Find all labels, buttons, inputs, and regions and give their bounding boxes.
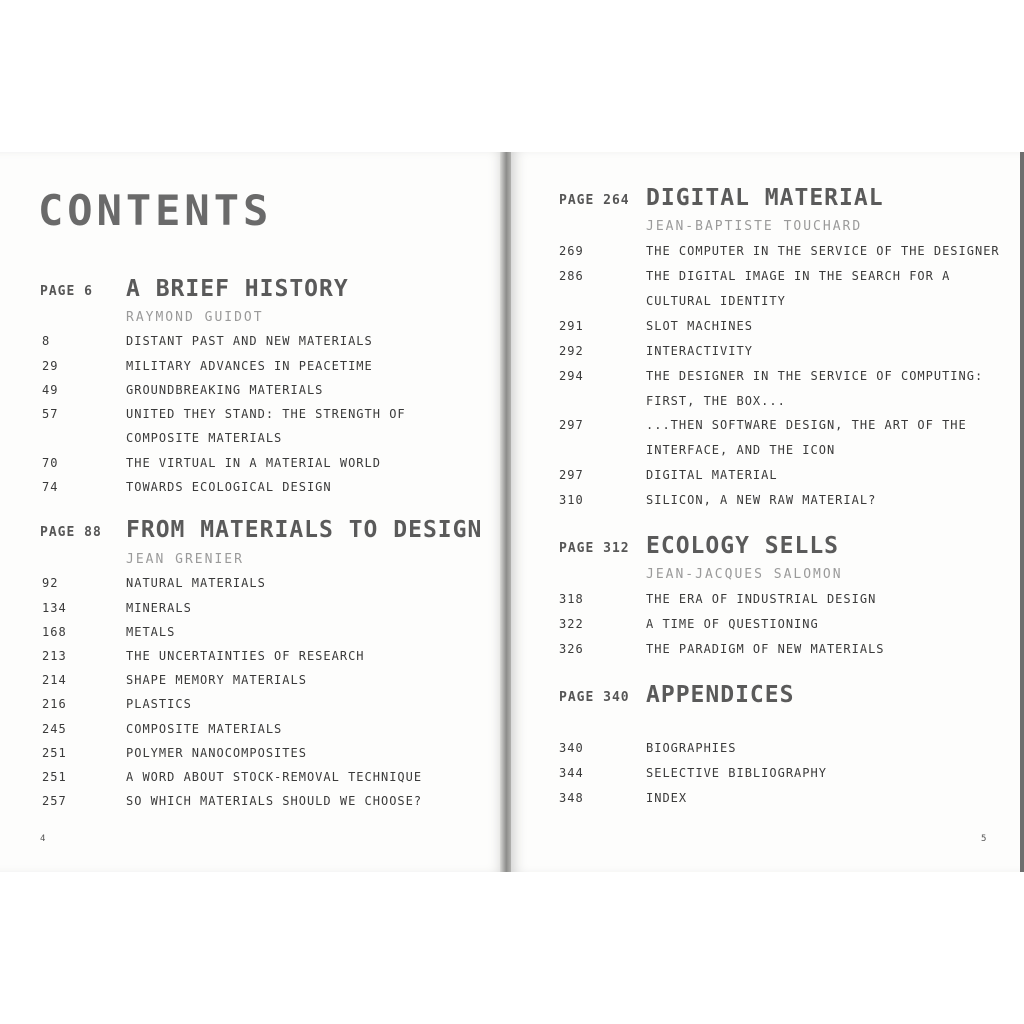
right-page: [511, 152, 1024, 872]
section-heading: FROM MATERIALS TO DESIGN: [126, 517, 483, 543]
toc-entry-page: 29: [42, 359, 59, 373]
toc-entry-title: A WORD ABOUT STOCK-REMOVAL TECHNIQUE: [126, 770, 423, 784]
toc-entry-title: FIRST, THE BOX...: [646, 394, 786, 408]
toc-entry-title: CULTURAL IDENTITY: [646, 294, 786, 308]
toc-entry-title: SLOT MACHINES: [646, 319, 753, 333]
section-author: RAYMOND GUIDOT: [126, 310, 264, 325]
section-page-label: PAGE 88: [40, 525, 102, 540]
toc-entry-title: INDEX: [646, 791, 688, 805]
section-author: JEAN-BAPTISTE TOUCHARD: [646, 219, 863, 234]
toc-entry-title: MILITARY ADVANCES IN PEACETIME: [126, 359, 373, 373]
section-page-label: PAGE 264: [559, 193, 630, 208]
toc-entry-title: TOWARDS ECOLOGICAL DESIGN: [126, 480, 332, 494]
toc-entry-page: 257: [42, 794, 67, 808]
toc-entry-title: DISTANT PAST AND NEW MATERIALS: [126, 334, 373, 348]
toc-entry-page: 344: [559, 766, 584, 780]
toc-entry-page: 269: [559, 244, 584, 258]
toc-entry-title: POLYMER NANOCOMPOSITES: [126, 746, 307, 760]
toc-entry-page: 214: [42, 673, 67, 687]
book-spread: [0, 152, 1024, 872]
toc-entry-page: 292: [559, 344, 584, 358]
toc-entry-title: UNITED THEY STAND: THE STRENGTH OF: [126, 407, 406, 421]
left-page: [0, 152, 505, 872]
toc-entry-title: THE COMPUTER IN THE SERVICE OF THE DESIGNER: [646, 244, 1000, 258]
toc-entry-page: 74: [42, 480, 59, 494]
toc-entry-page: 8: [42, 334, 51, 348]
toc-entry-page: 168: [42, 625, 67, 639]
toc-entry-page: 322: [559, 617, 584, 631]
toc-entry-title: MINERALS: [126, 601, 192, 615]
toc-entry-title: COMPOSITE MATERIALS: [126, 431, 283, 445]
toc-entry-page: 134: [42, 601, 67, 615]
section-heading: APPENDICES: [646, 682, 795, 708]
toc-entry-page: 92: [42, 576, 59, 590]
toc-entry-title: A TIME OF QUESTIONING: [646, 617, 819, 631]
toc-entry-title: THE DIGITAL IMAGE IN THE SEARCH FOR A: [646, 269, 951, 283]
toc-entry-title: DIGITAL MATERIAL: [646, 468, 778, 482]
section-heading: DIGITAL MATERIAL: [646, 185, 884, 211]
toc-entry-page: 318: [559, 592, 584, 606]
toc-entry-page: 310: [559, 493, 584, 507]
toc-entry-title: THE UNCERTAINTIES OF RESEARCH: [126, 649, 365, 663]
toc-entry-title: BIOGRAPHIES: [646, 741, 737, 755]
toc-entry-page: 297: [559, 468, 584, 482]
section-page-label: PAGE 340: [559, 690, 630, 705]
toc-entry-title: THE PARADIGM OF NEW MATERIALS: [646, 642, 885, 656]
toc-entry-page: 57: [42, 407, 59, 421]
page-title: CONTENTS: [38, 186, 273, 235]
toc-entry-page: 326: [559, 642, 584, 656]
toc-entry-title: SO WHICH MATERIALS SHOULD WE CHOOSE?: [126, 794, 423, 808]
toc-entry-title: NATURAL MATERIALS: [126, 576, 266, 590]
section-heading: ECOLOGY SELLS: [646, 533, 840, 559]
toc-entry-page: 49: [42, 383, 59, 397]
toc-entry-page: 213: [42, 649, 67, 663]
section-author: JEAN-JACQUES SALOMON: [646, 567, 843, 582]
section-page-label: PAGE 6: [40, 284, 93, 299]
page-number-left: 4: [40, 834, 46, 844]
toc-entry-page: 297: [559, 418, 584, 432]
toc-entry-page: 348: [559, 791, 584, 805]
toc-entry-page: 216: [42, 697, 67, 711]
toc-entry-title: THE VIRTUAL IN A MATERIAL WORLD: [126, 456, 381, 470]
toc-entry-title: COMPOSITE MATERIALS: [126, 722, 283, 736]
toc-entry-title: THE DESIGNER IN THE SERVICE OF COMPUTING:: [646, 369, 984, 383]
toc-entry-title: GROUNDBREAKING MATERIALS: [126, 383, 324, 397]
toc-entry-title: INTERFACE, AND THE ICON: [646, 443, 836, 457]
toc-entry-page: 251: [42, 770, 67, 784]
toc-entry-title: METALS: [126, 625, 176, 639]
toc-entry-page: 340: [559, 741, 584, 755]
toc-entry-page: 251: [42, 746, 67, 760]
toc-entry-title: SHAPE MEMORY MATERIALS: [126, 673, 307, 687]
toc-entry-title: PLASTICS: [126, 697, 192, 711]
toc-entry-title: INTERACTIVITY: [646, 344, 753, 358]
toc-entry-title: ...THEN SOFTWARE DESIGN, THE ART OF THE: [646, 418, 967, 432]
section-page-label: PAGE 312: [559, 541, 630, 556]
toc-entry-page: 294: [559, 369, 584, 383]
toc-entry-page: 286: [559, 269, 584, 283]
toc-entry-page: 245: [42, 722, 67, 736]
toc-entry-page: 70: [42, 456, 59, 470]
section-heading: A BRIEF HISTORY: [126, 276, 349, 302]
toc-entry-title: THE ERA OF INDUSTRIAL DESIGN: [646, 592, 877, 606]
toc-entry-title: SILICON, A NEW RAW MATERIAL?: [646, 493, 877, 507]
toc-entry-title: SELECTIVE BIBLIOGRAPHY: [646, 766, 827, 780]
section-author: JEAN GRENIER: [126, 552, 244, 567]
page-number-right: 5: [981, 834, 987, 844]
page-edge: [1020, 152, 1024, 872]
toc-entry-page: 291: [559, 319, 584, 333]
